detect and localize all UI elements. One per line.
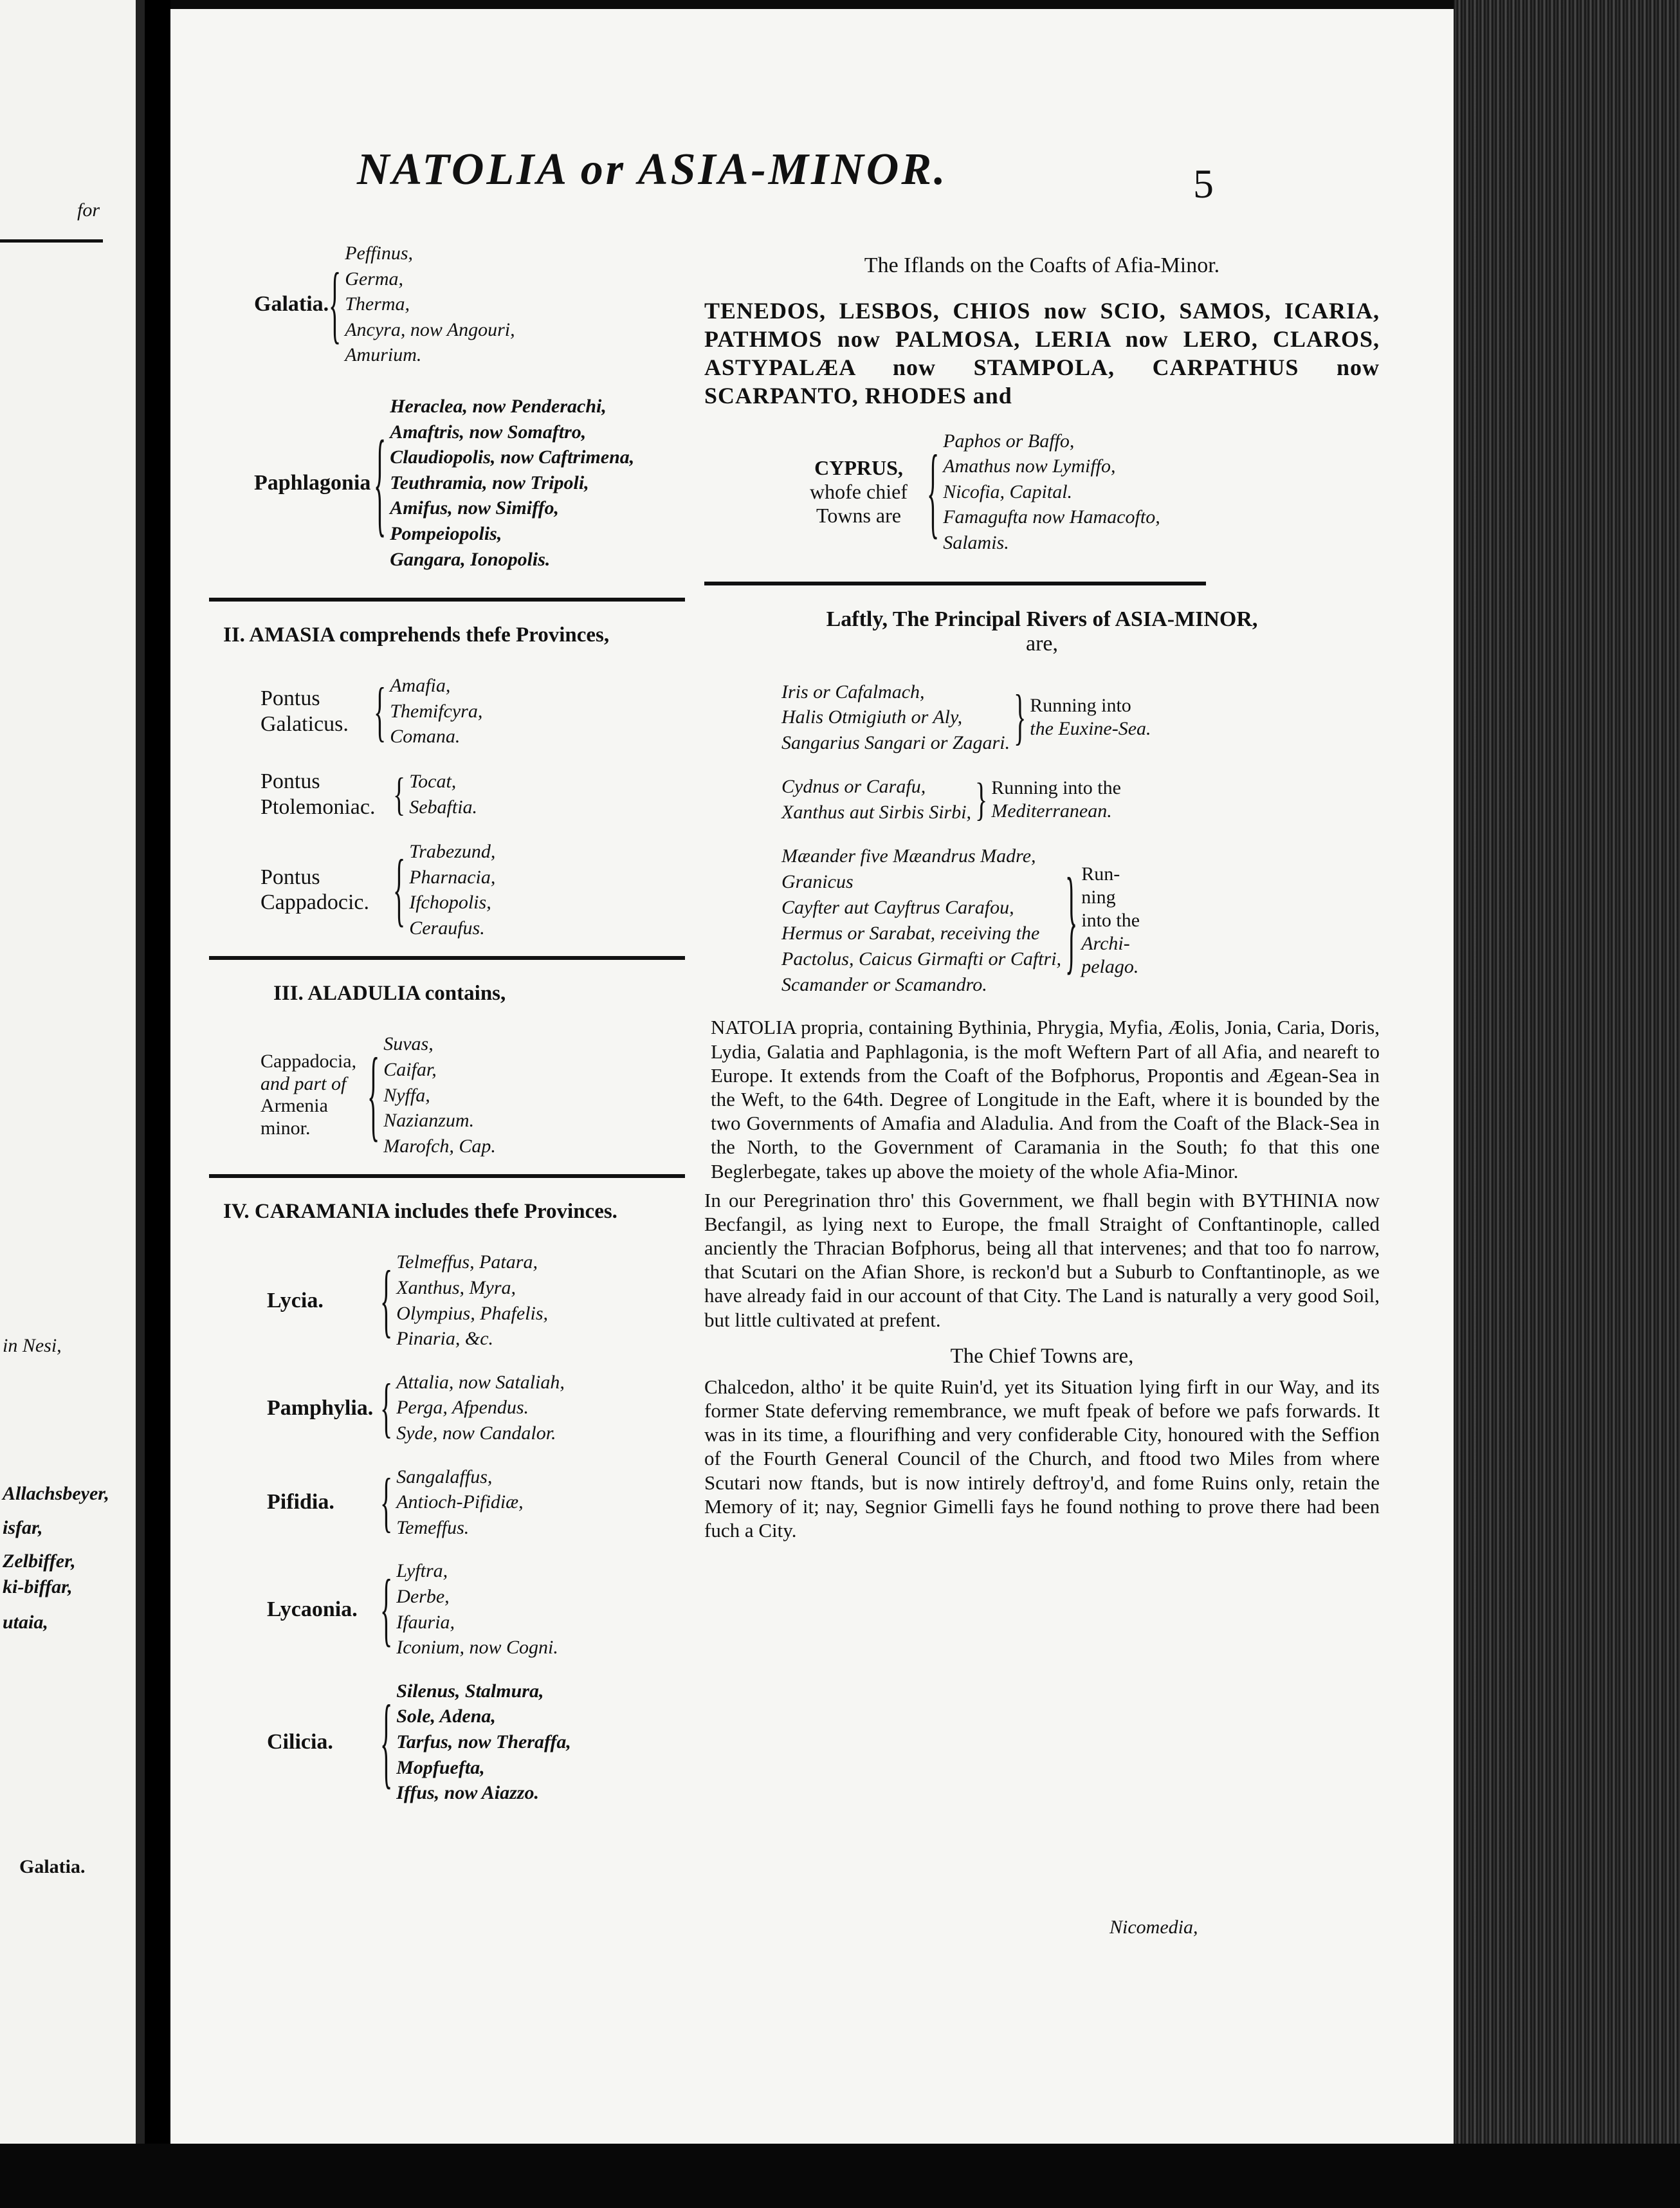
left-fragment: isfar,	[3, 1517, 43, 1538]
catchword: Nicomedia,	[1109, 1917, 1198, 1938]
cyprus-group	[794, 428, 1380, 556]
section-heading: IV. CARAMANIA includes thefe Provinces.	[223, 1200, 617, 1224]
province-label: Galatia.	[254, 292, 329, 317]
scan-border	[0, 2144, 1680, 2208]
left-fragment: in Nesi,	[3, 1335, 62, 1356]
town: Amafia,	[390, 675, 451, 697]
brace: {	[329, 253, 342, 353]
town: Pompeiopolis,	[390, 522, 502, 544]
river-destination: Running into the Mediterranean.	[991, 777, 1121, 822]
left-page-shadow	[136, 0, 145, 2208]
province-label: Lycia.	[267, 1289, 324, 1313]
province-label: Pontus Cappadocic.	[260, 865, 369, 915]
section-rule	[209, 1174, 685, 1178]
cilicia-group	[267, 1679, 859, 1806]
left-fragment: Zelbiffer,	[3, 1550, 76, 1572]
town: Iconium, now Cogni.	[396, 1637, 558, 1659]
town: Sole, Adena,	[396, 1706, 496, 1727]
town: Comana.	[390, 726, 461, 748]
river-list	[781, 843, 1061, 997]
town-list	[409, 839, 495, 941]
town: Silenus, Stalmura,	[396, 1680, 544, 1702]
town: Sebaftia.	[409, 796, 478, 818]
town-list	[943, 428, 1160, 556]
lycaonia-group	[267, 1558, 859, 1660]
river-list	[781, 679, 1010, 757]
town-list	[396, 1370, 565, 1446]
town: Germa,	[345, 268, 404, 290]
town: Pharnacia,	[409, 866, 496, 888]
town: Teuthramia, now Tripoli,	[390, 472, 589, 493]
right-column	[704, 253, 1380, 1542]
town: Marofch, Cap.	[383, 1135, 496, 1157]
town: Temeffus.	[396, 1516, 470, 1538]
town-list	[390, 673, 482, 750]
town: Amurium.	[345, 344, 422, 366]
brace: {	[393, 768, 406, 820]
town: Caifar,	[383, 1059, 437, 1081]
left-fragment: Galatia.	[19, 1856, 86, 1877]
town: Nicofia, Capital.	[943, 481, 1073, 502]
town: Perga, Afpendus.	[396, 1397, 529, 1419]
brace: {	[380, 1682, 393, 1799]
brace: {	[380, 1464, 393, 1540]
left-fragment: for	[77, 199, 100, 221]
town: Olympius, Phafelis,	[396, 1302, 549, 1324]
town: Derbe,	[396, 1585, 450, 1607]
river: Iris or Cafalmach,	[781, 681, 925, 703]
section-heading: II. AMASIA comprehends thefe Provinces,	[223, 623, 610, 647]
town: Antioch-Pifidiæ,	[396, 1491, 524, 1513]
brace: {	[380, 1369, 393, 1445]
euxine-rivers	[781, 679, 1380, 757]
town: Sangalaffus,	[396, 1466, 493, 1487]
chief-towns-heading: The Chief Towns are,	[950, 1344, 1134, 1368]
river-list	[781, 774, 971, 825]
river: Xanthus aut Sirbis Sirbi,	[781, 802, 972, 823]
page-number: 5	[1193, 161, 1214, 207]
book-page	[170, 9, 1454, 2144]
province-label: Pifidia.	[267, 1490, 334, 1514]
brace: {	[374, 414, 387, 548]
province-label: Cappadocia, and part of Armenia minor.	[260, 1051, 357, 1139]
town: Famagufta now Hamacofto,	[943, 506, 1160, 528]
natolia-paragraph: NATOLIA propria, containing Bythinia, Phrygia, Myfia, Æolis, Jonia, Caria, Doris, Lydia, Galatia and Paphlagonia, is the moft Weftern Part of all Afia, and neareft to Europe. It extends from the Coaft of the Bofphorus, Propontis and Ægean-Sea in the Weft, to the 64th. Degree of Longitude in the Eaft, where it is bounded by the two Governments of Amafia and Aladulia. And from the Coaft of the Black-Sea in the North, to the Government of Caramania in the South; fo that this one Beglerbegate, takes up above the moiety of the whole Afia-Minor.	[711, 1016, 1380, 1182]
mediterranean-rivers	[781, 774, 1380, 825]
town: Iffus, now Aiazzo.	[396, 1782, 539, 1804]
town: Amaftris, now Somaftro,	[390, 421, 587, 443]
book-gutter	[145, 0, 170, 2208]
town: Ifauria,	[396, 1611, 455, 1633]
town: Nyffa,	[383, 1084, 430, 1106]
town: Salamis.	[943, 532, 1009, 553]
town: Attalia, now Sataliah,	[396, 1371, 565, 1393]
left-fragment: Allachsbeyer,	[3, 1483, 109, 1504]
left-fragment: ki-biffar,	[3, 1576, 73, 1597]
province-label: Pamphylia.	[267, 1395, 374, 1420]
brace: {	[927, 432, 940, 549]
town: Paphos or Baffo,	[943, 430, 1075, 452]
town-list	[396, 1558, 558, 1660]
left-rule	[0, 239, 103, 243]
river: Granicus	[781, 870, 854, 892]
province-label: Cilicia.	[267, 1730, 333, 1754]
facing-page-edge	[0, 0, 145, 2208]
town: Claudiopolis, now Caftrimena,	[390, 446, 635, 468]
section-rule	[209, 956, 685, 960]
town: Telmeffus, Patara,	[396, 1251, 538, 1273]
town: Syde, now Candalor.	[396, 1422, 556, 1444]
page-title: NATOLIA or ASIA-MINOR.	[357, 145, 948, 194]
province-label: Pontus Galaticus.	[260, 686, 349, 736]
town: Mopfuefta,	[396, 1756, 485, 1778]
river: Cayfter aut Cayftrus Carafou,	[781, 896, 1014, 918]
town: Nazianzum.	[383, 1110, 475, 1132]
town: Peffinus,	[345, 243, 414, 264]
town: Therma,	[345, 293, 410, 315]
town: Ceraufus.	[409, 917, 485, 939]
town: Heraclea, now Penderachi,	[390, 395, 607, 417]
town: Suvas,	[383, 1033, 434, 1055]
river: Pactolus, Caicus Girmafti or Caftri,	[781, 948, 1062, 970]
town-list	[396, 1679, 571, 1806]
river-destination: Run- ning into the Archi- pelago.	[1081, 863, 1140, 977]
town: Pinaria, &c.	[396, 1328, 494, 1350]
brace: {	[380, 1561, 393, 1655]
town: Amathus now Lymiffo,	[943, 455, 1116, 477]
town: Trabezund,	[409, 841, 496, 863]
province-label: Paphlagonia	[254, 471, 371, 495]
town-list	[345, 241, 515, 368]
town-list	[383, 1031, 496, 1159]
town: Ancyra, now Angouri,	[345, 318, 515, 340]
section-rule	[704, 582, 1206, 585]
town-list	[396, 1249, 548, 1351]
river: Sangarius Sangari or Zagari.	[781, 732, 1010, 754]
cyprus-label: CYPRUS, whofe chief Towns are	[810, 456, 908, 527]
province-label: Lycaonia.	[267, 1597, 358, 1622]
rivers-heading: Laftly, The Principal Rivers of ASIA-MINOR, are,	[826, 607, 1258, 656]
town: Ifchopolis,	[409, 892, 491, 914]
brace: {	[367, 1036, 380, 1152]
town: Amifus, now Simiffo,	[390, 497, 560, 519]
town: Tarfus, now Theraffa,	[396, 1731, 571, 1753]
section-heading: III. ALADULIA contains,	[273, 982, 506, 1006]
brace: {	[374, 672, 387, 748]
town: Xanthus, Myra,	[396, 1277, 516, 1299]
town: Tocat,	[409, 770, 457, 792]
brace: }	[1065, 852, 1078, 986]
town: Lyftra,	[396, 1560, 448, 1582]
river: Cydnus or Carafu,	[781, 776, 926, 798]
town-list	[390, 394, 634, 572]
river: Halis Otmigiuth or Aly,	[781, 706, 963, 728]
left-fragment: utaia,	[3, 1612, 48, 1633]
section-rule	[209, 598, 685, 602]
book-fore-edge	[1454, 0, 1680, 2208]
islands-heading: The Iflands on the Coafts of Afia-Minor.	[864, 253, 1220, 277]
town: Themifcyra,	[390, 700, 483, 722]
islands-list: TENEDOS, LESBOS, CHIOS now SCIO, SAMOS, ICARIA, PATHMOS now PALMOSA, LERIA now LERO, CLAROS, ASTYPALÆA now STAMPOLA, CARPATHUS now SCARPANTO, RHODES and	[704, 298, 1380, 409]
river: Mæander five Mæandrus Madre,	[781, 845, 1036, 867]
brace: }	[1014, 682, 1027, 752]
chalcedon-paragraph: Chalcedon, altho' it be quite Ruin'd, yet its Situation lying firft in our Way, and its former State deferving remembrance, we muft fpeak of before we pafs forwards. It was in its time, a flourifhing and very confiderable City, honoured with the Seffion of the Fourth General Council of the Church, and ftood two Miles from where Scutari now ftands, but is now intirely deftroy'd, and fome Ruins only, retain the Memory of it; nay, Segnior Gimelli fays he found nothing to prove there had been fuch a City.	[704, 1375, 1380, 1541]
brace: {	[380, 1253, 393, 1347]
river: Hermus or Sarabat, receiving the	[781, 922, 1040, 944]
bythinia-paragraph: In our Peregrination thro' this Government, we fhall begin with BYTHINIA now Becfangil, as lying next to Europe, the fmall Straight of Conftantinople, called anciently the Thracian Bofphorus, being all that intervenes; and that too fo narrow, that Scutari on the Afian Shore, is reckon'd but a Suburb to Conftantinople, as we have already faid in our account of that City. The Land is naturally a very good Soil, but little cultivated at prefent.	[704, 1188, 1380, 1331]
brace: {	[393, 842, 406, 935]
town: Gangara, Ionopolis.	[390, 548, 551, 570]
town-list	[396, 1464, 523, 1541]
town-list	[409, 769, 477, 820]
province-label: Pontus Ptolemoniac.	[260, 769, 376, 819]
archipelago-rivers	[781, 843, 1380, 997]
river-destination: Running into the Euxine-Sea.	[1030, 695, 1151, 740]
river: Scamander or Scamandro.	[781, 973, 987, 995]
brace: }	[975, 773, 988, 825]
